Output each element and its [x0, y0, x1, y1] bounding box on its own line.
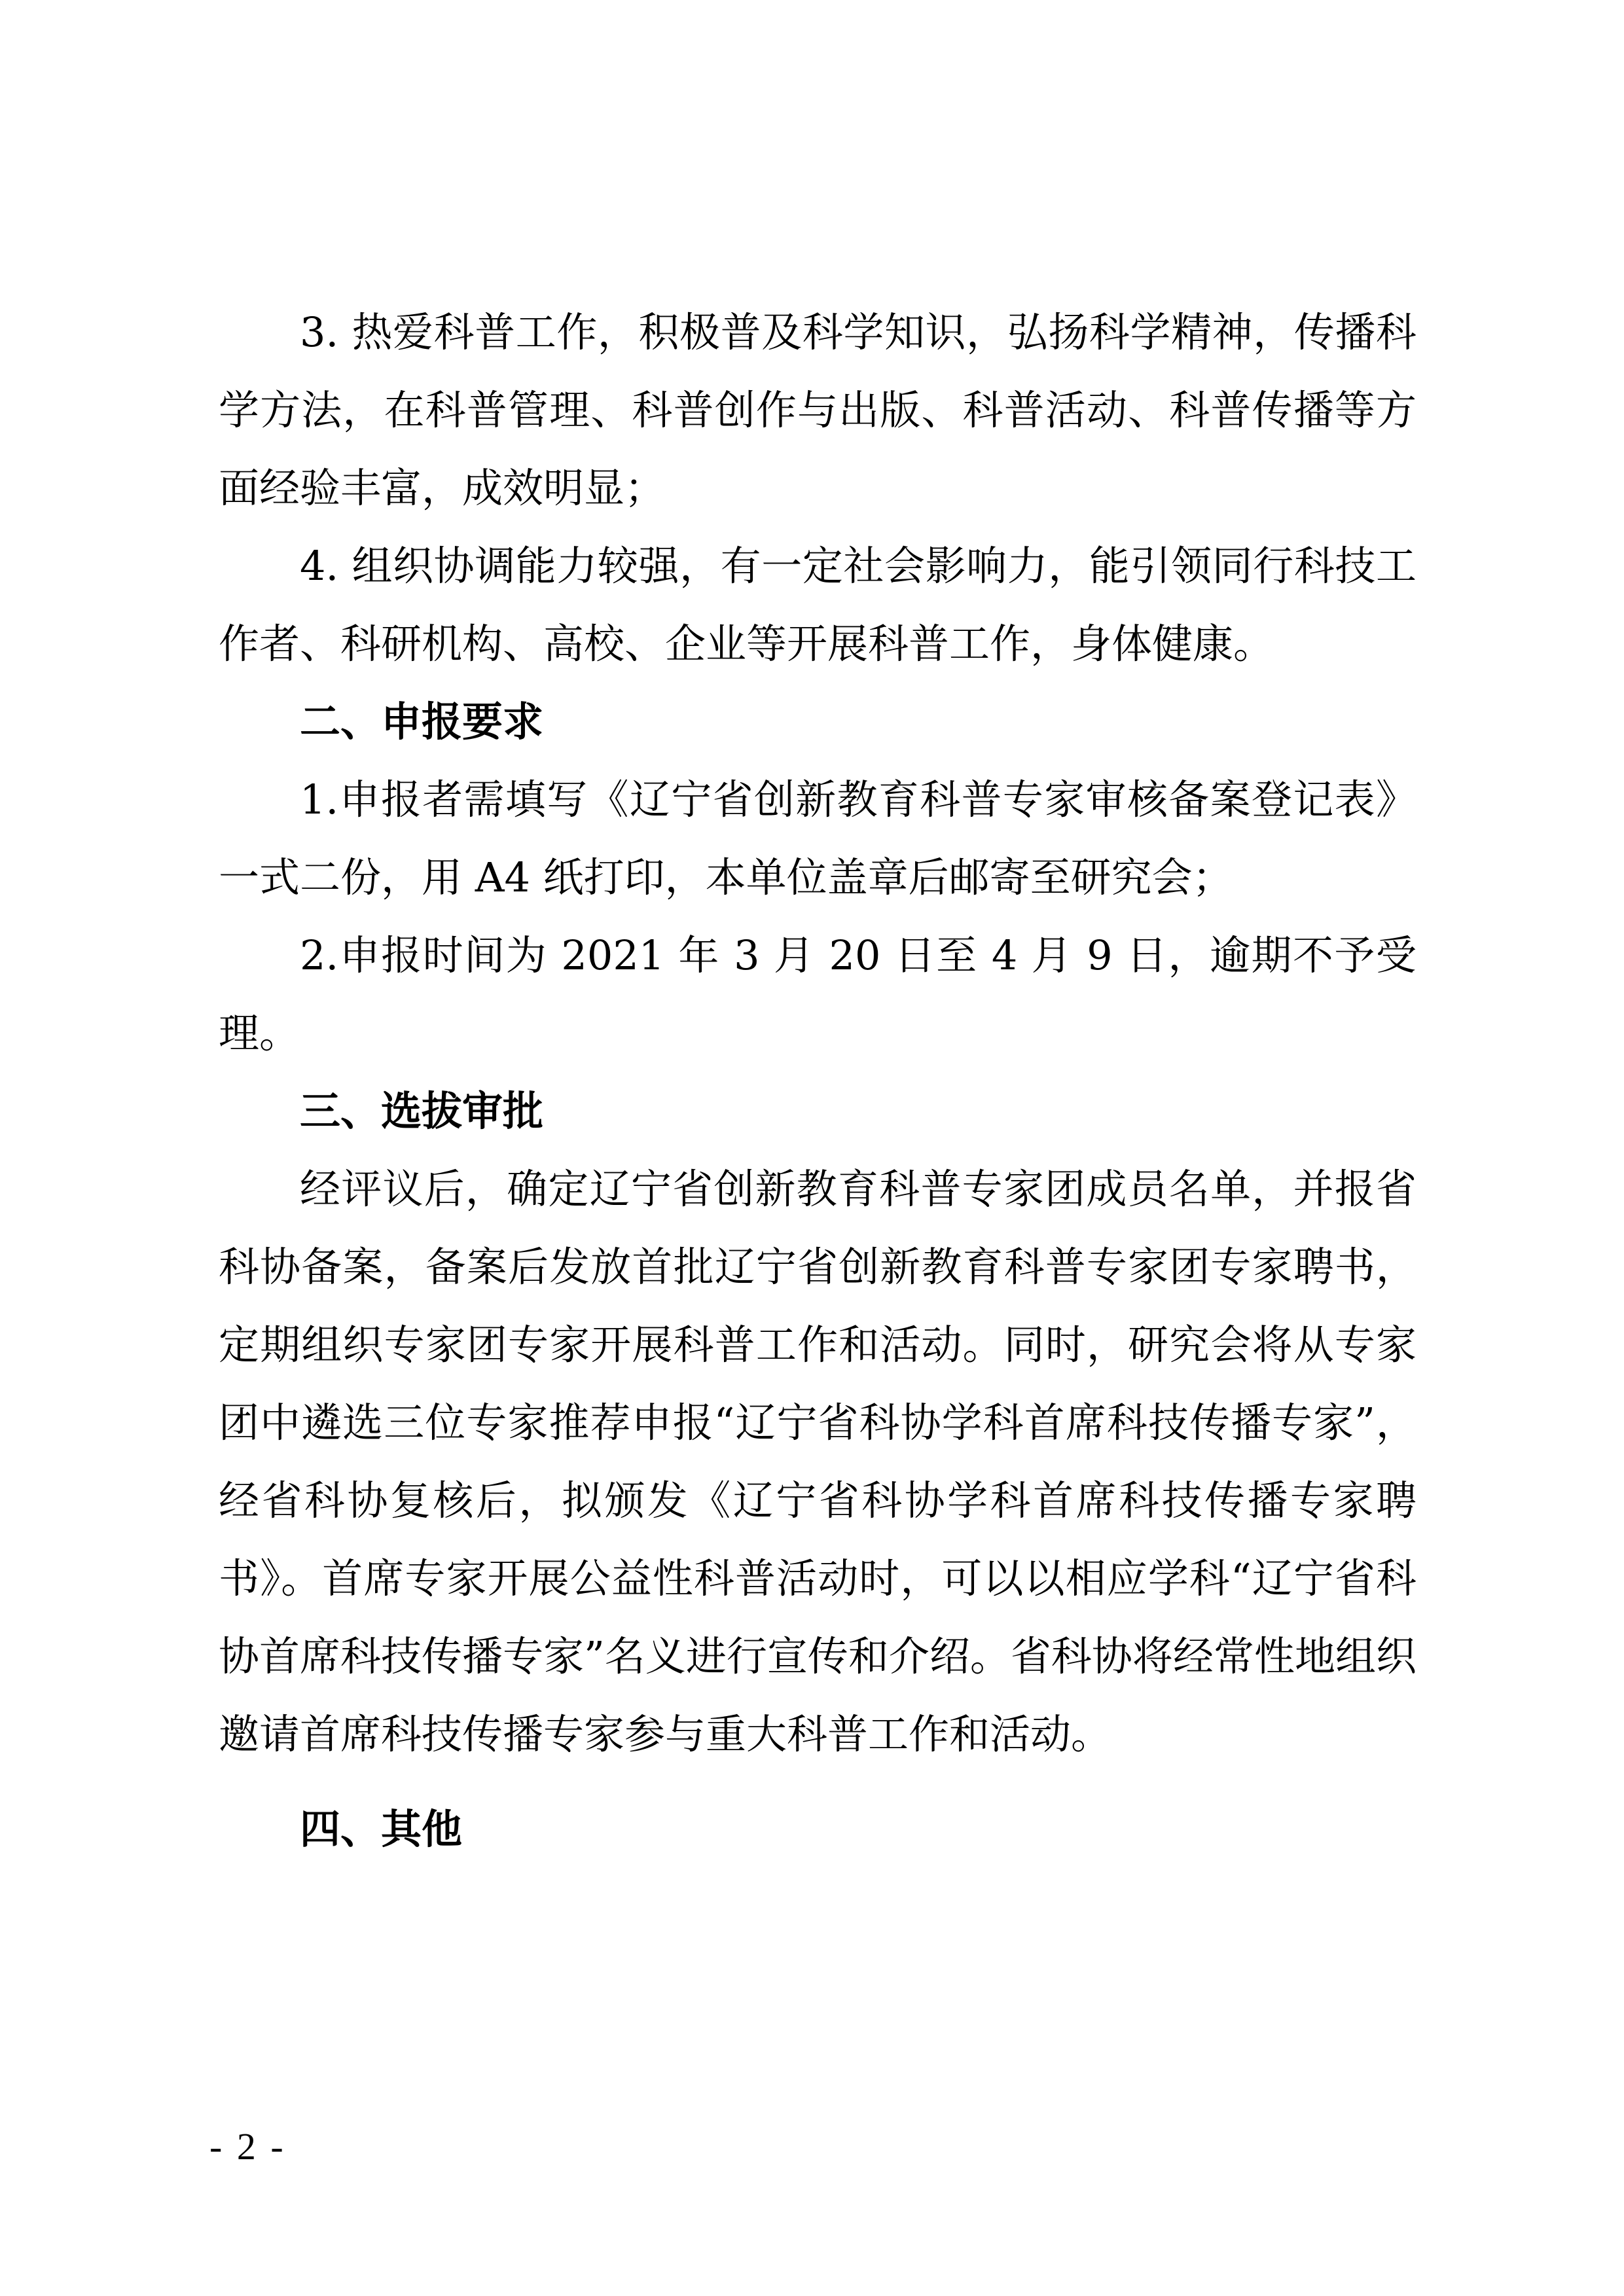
- section-heading-application-requirements: 二、申报要求: [300, 698, 544, 745]
- selection-approval-paragraph: 经评议后，确定辽宁省创新教育科普专家团成员名单，并报省科协备案，备案后发放首批辽宁省创新教育科普专家团专家聘书，定期组织专家团专家开展科普工作和活动。同时，研究会将从专家团中遴选三位专家推荐申报“辽宁省科协学科首席科技传播专家”，经省科协复核后，拟颁发《辽宁省科协学科首席科技传播专家聘书》。首席专家开展公益性科普活动时，可以以相应学科“辽宁省科协首席科技传播专家”名义进行宣传和介绍。省科协将经常性地组织邀请首席科技传播专家参与重大科普工作和活动。: [219, 1165, 1416, 1758]
- requirement-item-4: 4. 组织协调能力较强，有一定社会影响力，能引领同行科技工作者、科研机构、高校、企业等开展科普工作，身体健康。: [219, 542, 1416, 668]
- section-heading-other: 四、其他: [300, 1805, 463, 1853]
- application-item-2: 2.申报时间为 2021 年 3 月 20 日至 4 月 9 日，逾期不予受理。: [219, 931, 1416, 1057]
- section-heading-selection-approval: 三、选拔审批: [300, 1087, 544, 1135]
- page-number: - 2 -: [209, 2125, 286, 2168]
- requirement-item-3: 3. 热爱科普工作，积极普及科学知识，弘扬科学精神，传播科学方法，在科普管理、科普创作与出版、科普活动、科普传播等方面经验丰富，成效明显；: [219, 308, 1416, 512]
- document-body: [219, 293, 1416, 1868]
- application-item-1: 1.申报者需填写《辽宁省创新教育科普专家审核备案登记表》一式二份，用 A4 纸打印，本单位盖章后邮寄至研究会；: [219, 776, 1416, 901]
